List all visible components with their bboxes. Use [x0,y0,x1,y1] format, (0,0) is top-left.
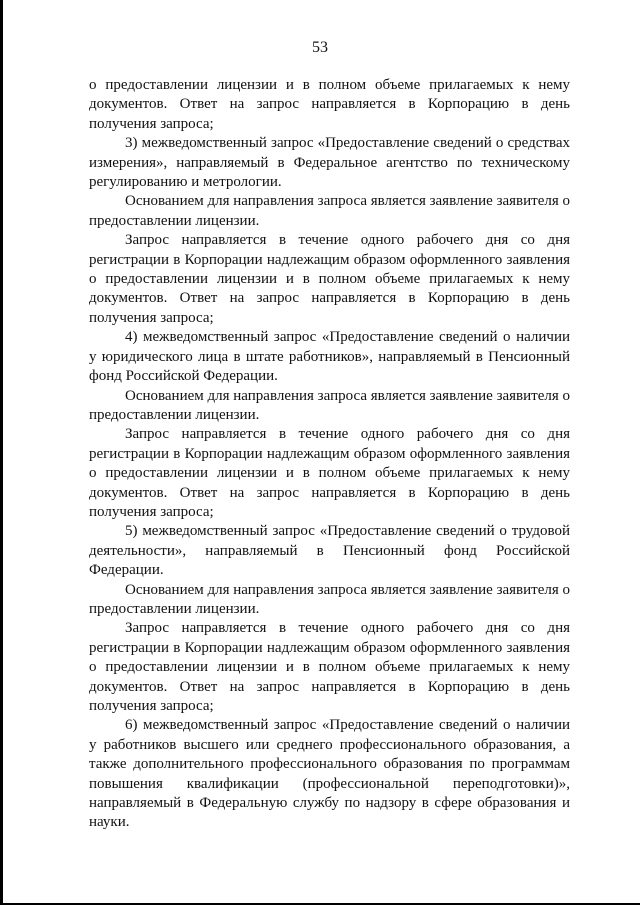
page-number: 53 [312,39,328,56]
paragraph-continuation: о предоставлении лицензии и в полном объеме прилагаемых к нему документов. Ответ на запрос направляется в Корпорацию в день получения запроса; [89,77,570,132]
scan-edge-left [0,0,3,905]
paragraph-request: Запрос направляется в течение одного рабочего дня со дня регистрации в Корпорации надлежащим образом оформленного заявления о предоставлении лицензии и в полном объеме прилагаемых к нему документов. Ответ на запрос направляется в Корпорацию в день получения запроса; [89,620,570,714]
paragraph-basis: Основанием для направления запроса является заявление заявителя о предоставлении лицензии. [89,581,571,617]
document-body [89,76,570,833]
paragraph-item-3: 3) межведомственный запрос «Предоставление сведений о средствах измерения», направляемый в Федеральное агентство по техническому регулированию и метрологии. [89,135,570,191]
paragraph-item-6: 6) межведомственный запрос «Предоставление сведений о наличии у работников высшего или среднего профессионального образования, а также дополнительного профессионального образования по программам повышения квалификации (профессиональной переподготовки)», направляемый в Федеральную службу по надзору в сфере образования и науки. [89,717,570,831]
paragraph-basis: Основанием для направления запроса является заявление заявителя о предоставлении лицензии. [89,387,571,423]
paragraph-request: Запрос направляется в течение одного рабочего дня со дня регистрации в Корпорации надлежащим образом оформленного заявления о предоставлении лицензии и в полном объеме прилагаемых к нему документов. Ответ на запрос направляется в Корпорацию в день получения запроса; [89,426,570,520]
paragraph-item-5: 5) межведомственный запрос «Предоставление сведений о трудовой деятельности», направляемый в Пенсионный фонд Российской Федерации. [89,523,570,579]
paragraph-basis: Основанием для направления запроса является заявление заявителя о предоставлении лицензии. [89,193,571,229]
paragraph-request: Запрос направляется в течение одного рабочего дня со дня регистрации в Корпорации надлежащим образом оформленного заявления о предоставлении лицензии и в полном объеме прилагаемых к нему документов. Ответ на запрос направляется в Корпорацию в день получения запроса; [89,232,570,326]
paragraph-item-4: 4) межведомственный запрос «Предоставление сведений о наличии у юридического лица в штате работников», направляемый в Пенсионный фонд Российской Федерации. [89,329,570,385]
